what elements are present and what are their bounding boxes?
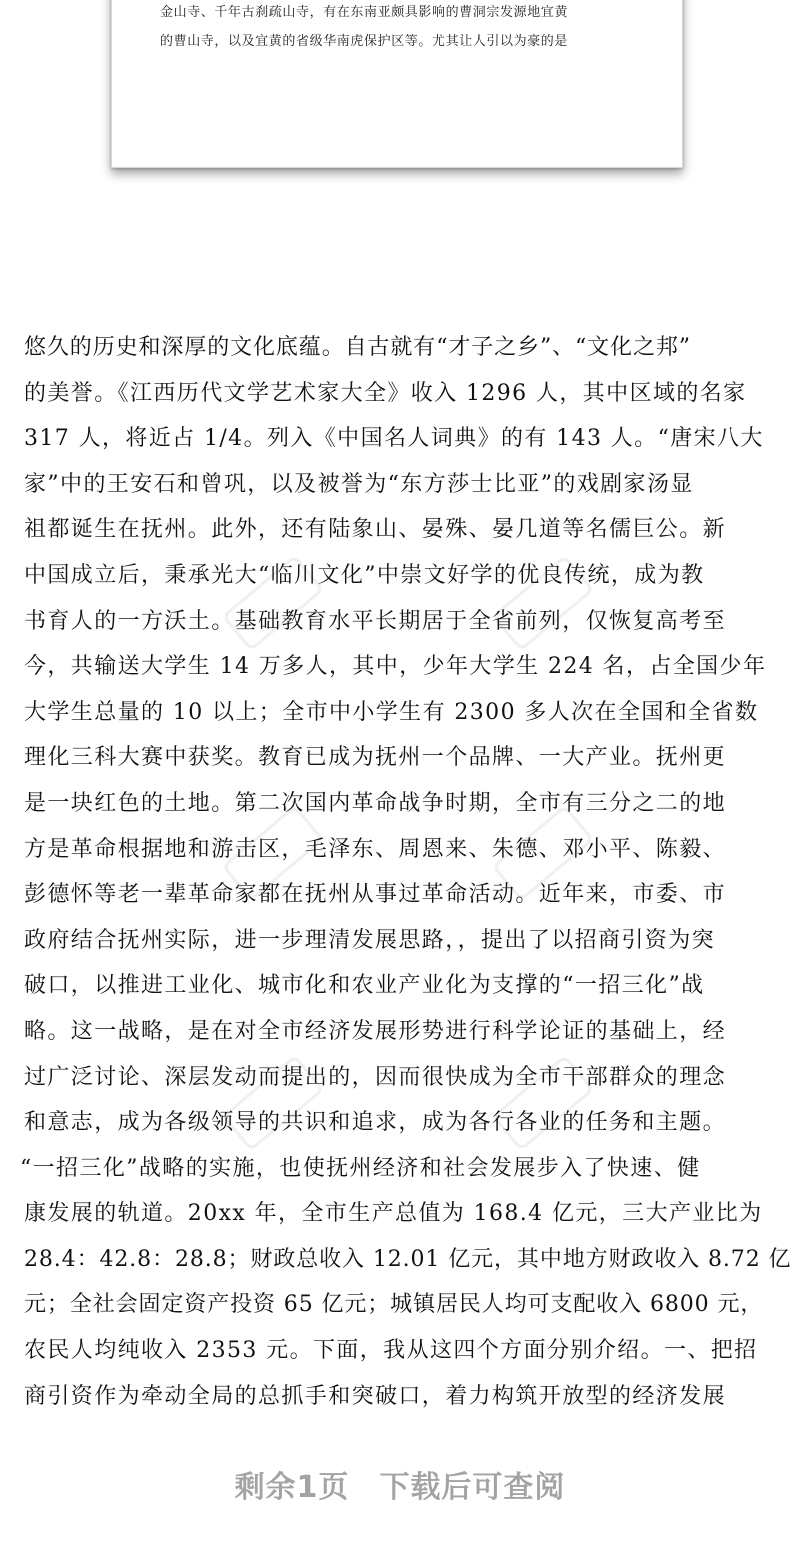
preview-line: 的曹山寺，以及宜黄的省级华南虎保护区等。尤其让人引以为豪的是: [160, 34, 569, 49]
body-line: 大学生总量的 10 以上；全市中小学生有 2300 多人次在全国和全省数: [24, 699, 759, 725]
body-line: 破口，以推进工业化、城市化和农业产业化为支撑的“一招三化”战: [24, 973, 705, 999]
body-line: 理化三科大赛中获奖。教育已成为抚州一个品牌、一大产业。抚州更: [24, 745, 727, 771]
body-line: 和意志，成为各级领导的共识和追求，成为各行各业的任务和主题。: [24, 1110, 727, 1136]
body-line: 方是革命根据地和游击区，毛泽东、周恩来、朱德、邓小平、陈毅、: [24, 836, 727, 862]
document-preview-card: [111, 0, 683, 168]
remaining-pages-label: 剩余1页: [234, 1470, 350, 1505]
body-line: 商引资作为牵动全局的总抓手和突破口，着力构筑开放型的经济发展: [24, 1383, 727, 1409]
body-line: 过广泛讨论、深层发动而提出的，因而很快成为全市干部群众的理念: [24, 1064, 727, 1090]
body-line: 略。这一战略，是在对全市经济发展形势进行科学论证的基础上，经: [24, 1018, 727, 1044]
body-line: 悠久的历史和深厚的文化底蕴。自古就有“才子之乡”、“文化之邦”: [24, 335, 691, 360]
body-line: 317 人，将近占 1/4。列入《中国名人词典》的有 143 人。“唐宋八大: [24, 426, 764, 452]
body-line: 家”中的王安石和曾巩，以及被誉为“东方莎士比亚”的戏剧家汤显: [24, 471, 694, 497]
body-line: 是一块红色的土地。第二次国内革命战争时期，全市有三分之二的地: [24, 790, 727, 816]
body-line: 书育人的一方沃土。基础教育水平长期居于全省前列，仅恢复高考至: [24, 608, 727, 634]
preview-line: 金山寺、千年古刹疏山寺，有在东南亚颇具影响的曹洞宗发源地宜黄: [160, 5, 569, 20]
body-line: 的美誉。《江西历代文学艺术家大全》收入 1296 人，其中区域的名家: [24, 380, 747, 406]
document-body: [20, 325, 792, 1419]
body-line: 今，共输送大学生 14 万多人，其中，少年大学生 224 名，占全国少年: [24, 654, 767, 680]
body-line: 彭德怀等老一辈革命家都在抚州从事过革命活动。近年来，市委、市: [24, 882, 727, 908]
body-line: “一招三化”战略的实施，也使抚州经济和社会发展步入了快速、健: [20, 1155, 701, 1181]
body-line: 28.4：42.8：28.8；财政总收入 12.01 亿元，其中地方财政收入 8.72 亿: [24, 1246, 792, 1272]
body-line: 政府结合抚州实际，进一步理清发展思路，，提出了以招商引资为突: [24, 927, 716, 953]
body-line: 元；全社会固定资产投资 65 亿元；城镇居民人均可支配收入 6800 元，: [24, 1292, 764, 1318]
preview-text: [160, 0, 640, 56]
download-prompt[interactable]: [0, 1462, 800, 1506]
download-to-view-label[interactable]: 下载后可查阅: [379, 1470, 566, 1505]
body-line: 中国成立后，秉承光大“临川文化”中崇文好学的优良传统，成为教: [24, 562, 705, 588]
body-line: 康发展的轨道。20xx 年，全市生产总值为 168.4 亿元，三大产业比为: [24, 1201, 763, 1227]
body-line: 农民人均纯收入 2353 元。下面，我从这四个方面分别介绍。一、把招: [24, 1338, 758, 1364]
body-line: 祖都诞生在抚州。此外，还有陆象山、晏殊、晏几道等名儒巨公。新: [24, 517, 727, 543]
